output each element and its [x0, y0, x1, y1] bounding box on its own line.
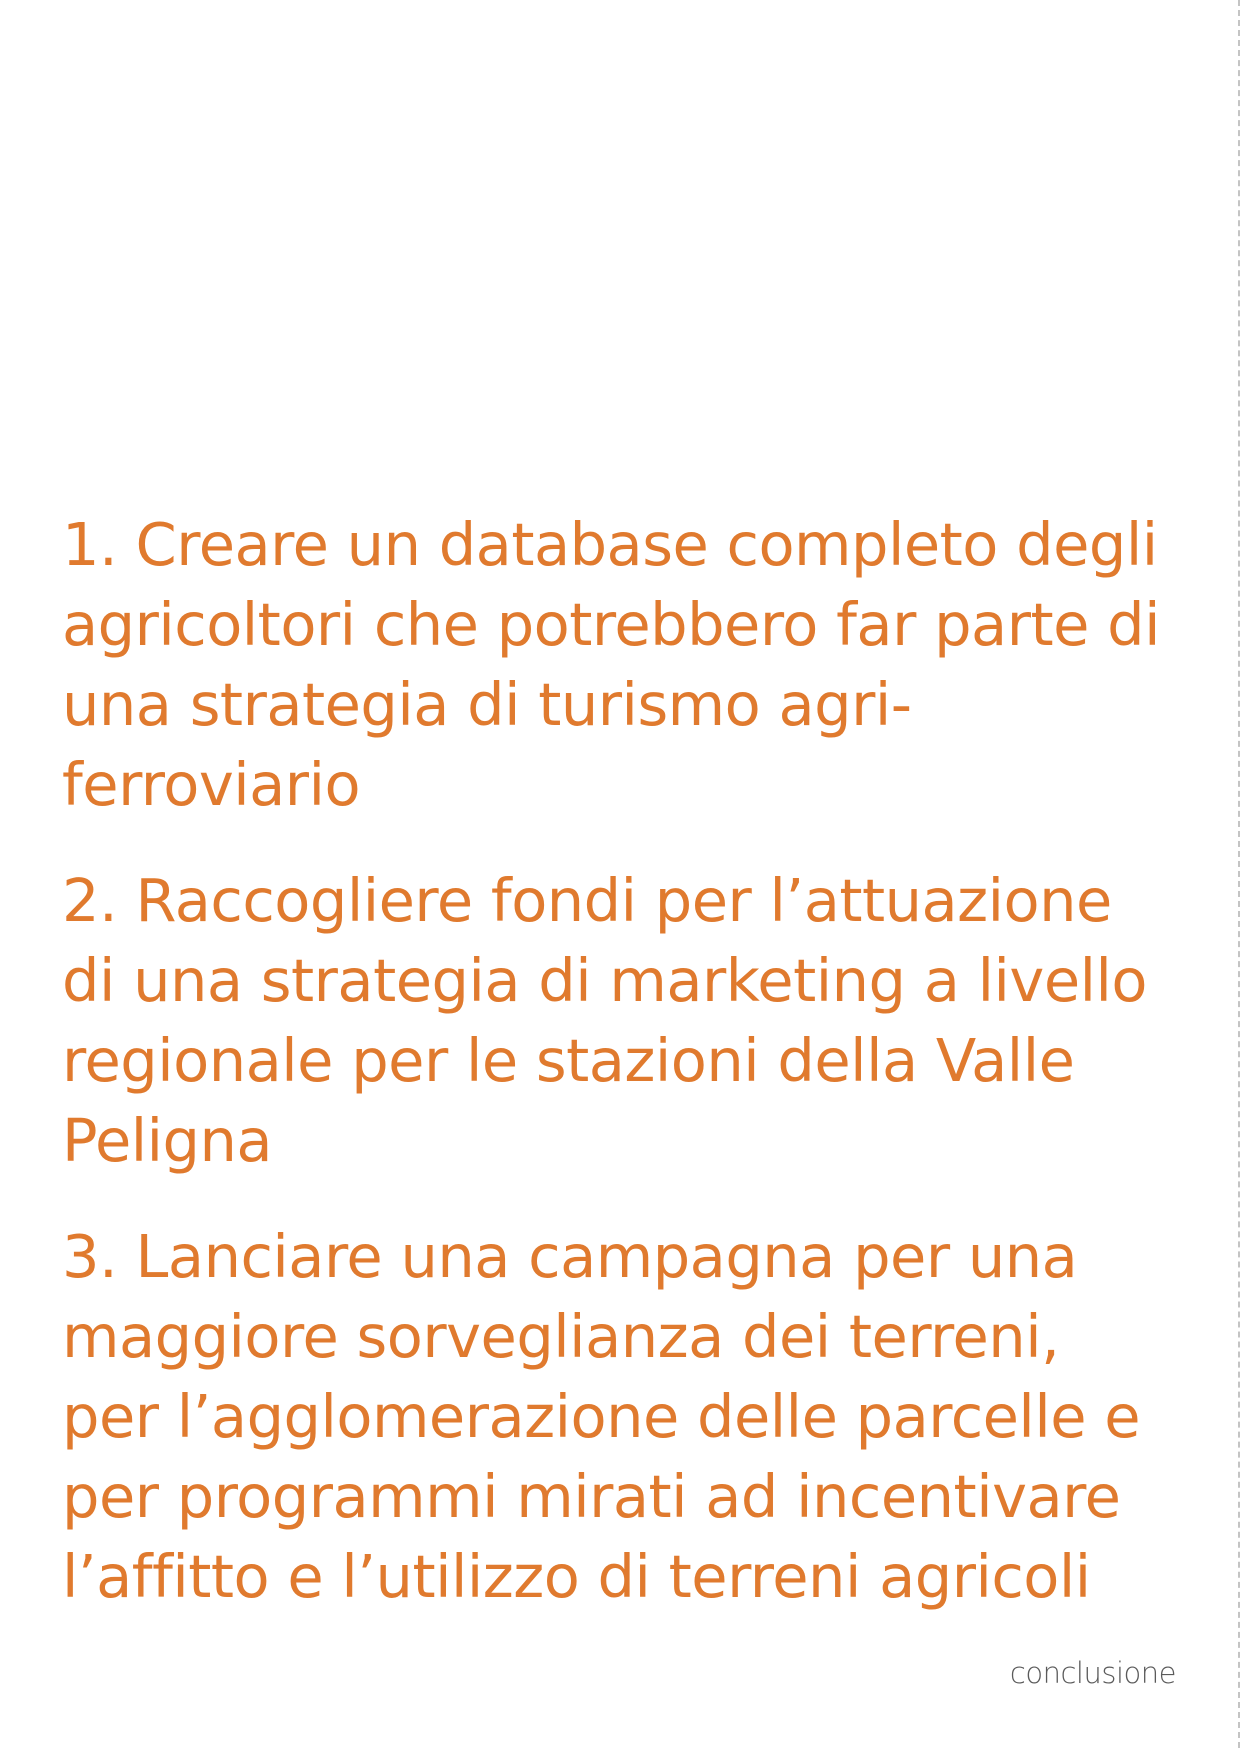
section-label: conclusione [1009, 1656, 1176, 1690]
conclusion-point-3: 3. Lanciare una campagna per una maggiore sorveglianza dei terreni, per l’agglomerazione delle parcelle e per programmi mirati ad incentivare l’affitto e l’utilizzo di terreni agricoli [62, 1222, 1141, 1611]
conclusion-point-2: 2. Raccogliere fondi per l’attuazione di una strategia di marketing a livello regionale per le stazioni della Valle Peligna [62, 866, 1148, 1175]
conclusion-point-1: 1. Creare un database completo degli agricoltori che potrebbero far parte di una strategia di turismo agri-ferroviario [62, 510, 1160, 819]
conclusion-points [62, 505, 1172, 1653]
